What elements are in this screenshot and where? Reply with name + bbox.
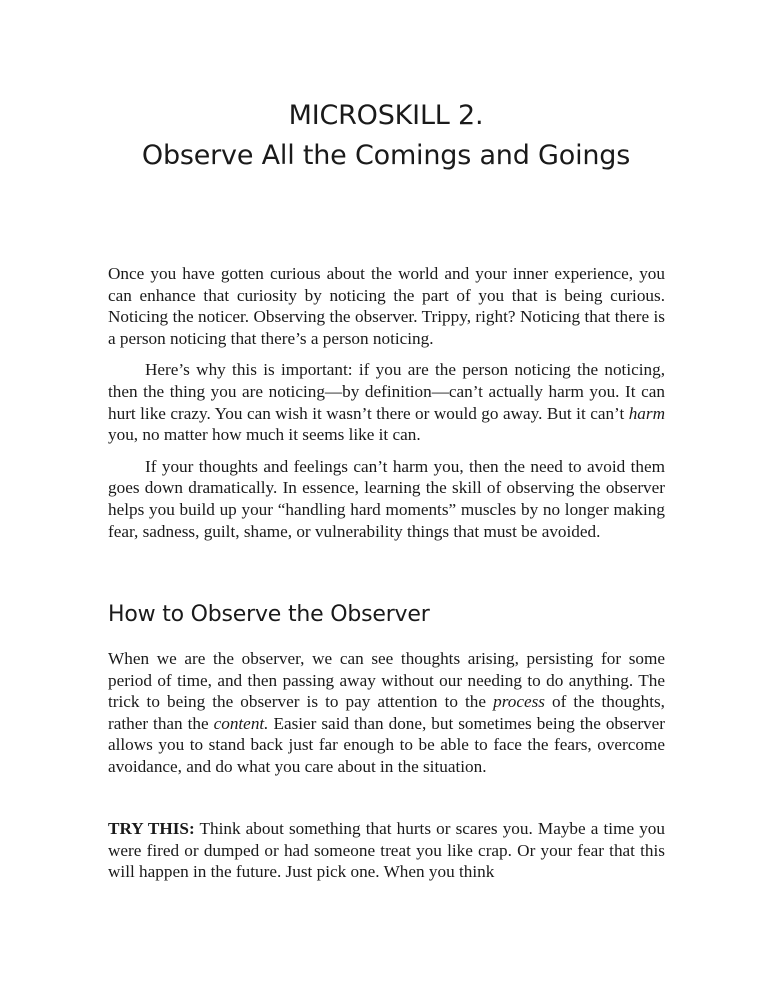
intro-paragraph-2 — [108, 359, 665, 445]
try-this-text — [108, 818, 665, 893]
section-heading: How to Observe the Observer — [108, 602, 430, 627]
try-this-paragraph — [108, 818, 665, 883]
try-this-label: TRY THIS: — [108, 819, 195, 838]
intro-paragraph-2-text-b: you, no matter how much it seems like it can. — [108, 425, 421, 445]
section-paragraph-1-text-a: When we are the observer, we can see thoughts arising, persisting for some period of time, and then passing away without our needing to do anything. The trick to being the observer is to pay attention to the — [108, 649, 665, 712]
content-emphasis: content. — [213, 713, 269, 733]
intro-paragraph-1: Once you have gotten curious about the world and your inner experience, you can enhance that curiosity by noticing the part of you that is being curious. Noticing the noticer. Observing the observer. Trippy, right? Noticing that there is a person noticing that there’s a person noticing. — [108, 264, 665, 348]
try-this-body: Think about something that hurts or scares you. Maybe a time you were fired or dumped or had someone treat you like crap. Or your fear that this will happen in the future. Just pick one. When you think — [108, 819, 665, 882]
process-emphasis: process — [493, 692, 545, 712]
intro-paragraph-2-emphasis: harm — [628, 403, 665, 423]
section-paragraph-1-text-b: of the thoughts, rather than the — [108, 692, 665, 733]
section-paragraph-1-text-c: Easier said than done, but sometimes being the observer allows you to stand back just far enough to be able to face the fears, overcome avoidance, and do what you care about in the situation. — [108, 713, 666, 776]
section-text — [108, 648, 665, 788]
intro-text — [108, 263, 665, 552]
chapter-title — [0, 96, 772, 176]
intro-paragraph-3: If your thoughts and feelings can’t harm you, then the need to avoid them goes down dramatically. In essence, learning the skill of observing the observer helps you build up your “handling hard moments” muscles by no longer making fear, sadness, guilt, shame, or vulnerability things that must be avoided. — [108, 456, 665, 541]
section-paragraph-1 — [108, 648, 665, 778]
chapter-number: MICROSKILL 2. — [288, 100, 484, 131]
intro-paragraph-2-text-a: Here’s why this is important: if you are the person noticing the noticing, then the thing you are noticing—by definition—can’t actually harm you. It can hurt like crazy. You can wish it wasn’t there or would go away. But it can’t — [108, 360, 665, 423]
chapter-subtitle: Observe All the Comings and Goings — [141, 140, 631, 171]
